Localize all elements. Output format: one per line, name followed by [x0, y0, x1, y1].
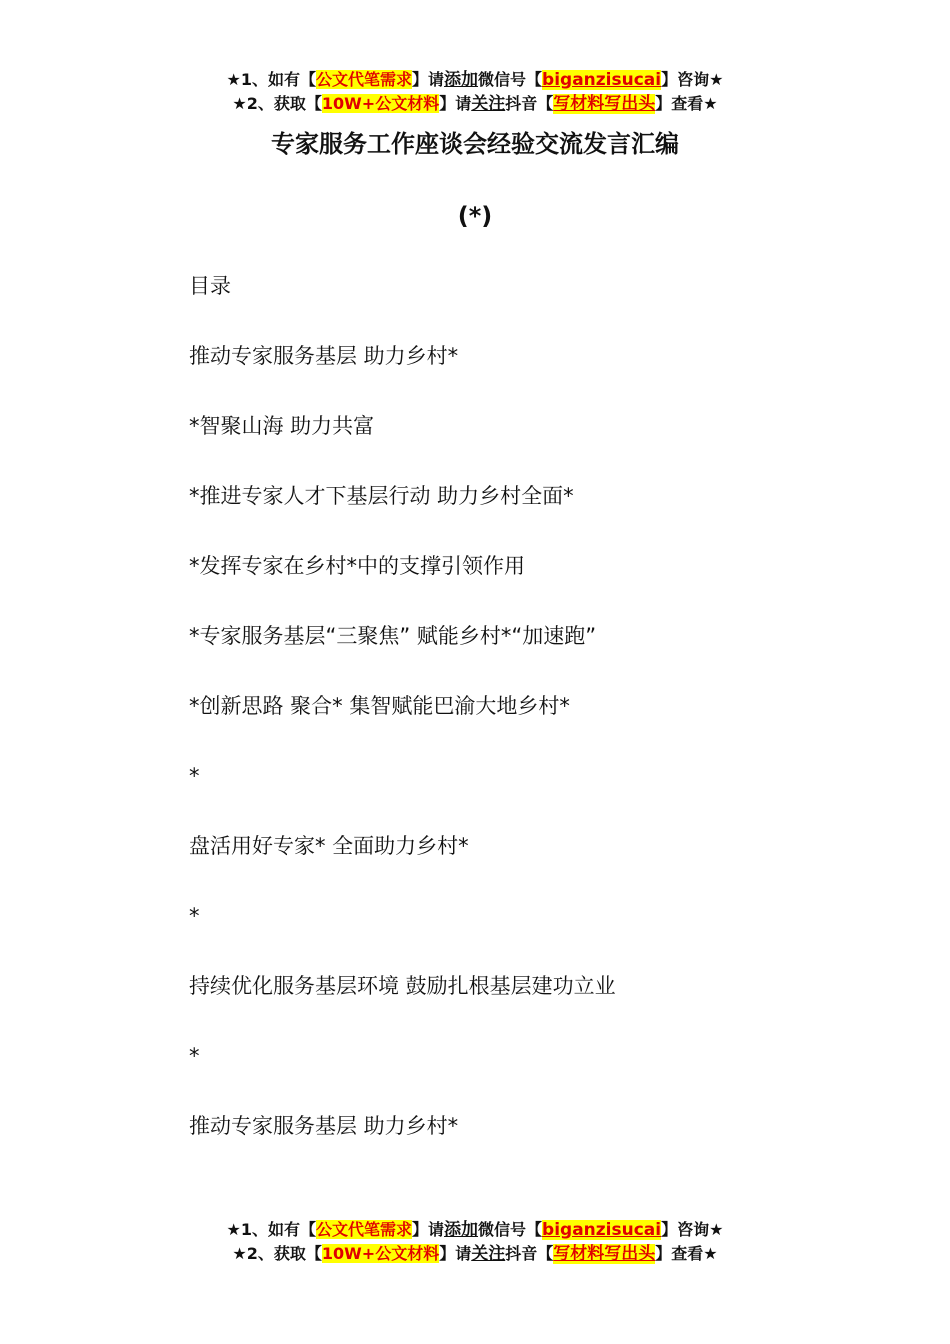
banner-text: ★2、获取【: [232, 1244, 322, 1263]
banner-text: 微信号【: [478, 70, 543, 89]
toc-item: *推进专家人才下基层行动 助力乡村全面*: [189, 484, 574, 508]
banner-wechat-id: biganzisucai: [542, 1220, 662, 1240]
banner-text: 微信号【: [478, 1220, 543, 1239]
banner-text: 】查看★: [655, 1244, 718, 1263]
banner-douyin-id: 写材料写出头: [553, 1244, 656, 1264]
banner-text: 抖音【: [505, 1244, 554, 1263]
banner-text: 】请: [412, 1220, 445, 1239]
toc-item: *智聚山海 助力共富: [189, 414, 375, 438]
toc-item: 推动专家服务基层 助力乡村*: [189, 1114, 459, 1138]
banner-text: ★1、如有【: [226, 70, 316, 89]
banner-text: 】请: [412, 70, 445, 89]
banner-text: ★2、获取【: [232, 94, 322, 113]
banner-wechat-id: biganzisucai: [542, 70, 662, 90]
banner-douyin-id: 写材料写出头: [553, 94, 656, 114]
toc-item: 推动专家服务基层 助力乡村*: [189, 344, 459, 368]
document-subtitle: (*): [457, 202, 493, 230]
banner-highlight: 10W+公文材料: [321, 1244, 440, 1263]
banner-text: 】查看★: [655, 94, 718, 113]
banner-text: 】咨询★: [661, 70, 724, 89]
document-title: 专家服务工作座谈会经验交流发言汇编: [271, 130, 679, 158]
banner-underline: 添加: [444, 70, 479, 90]
toc-item: *: [189, 764, 200, 788]
banner-line-2: [0, 1242, 950, 1266]
toc-item: *发挥专家在乡村*中的支撑引领作用: [189, 554, 525, 578]
banner-underline: 关注: [471, 1244, 506, 1264]
banner-line-2: [0, 92, 950, 116]
banner-highlight: 公文代笔需求: [316, 70, 413, 89]
banner-underline: 关注: [471, 94, 506, 114]
toc-item: 持续优化服务基层环境 鼓励扎根基层建功立业: [189, 974, 616, 998]
top-banner: [0, 68, 950, 116]
toc-item: 盘活用好专家* 全面助力乡村*: [189, 834, 469, 858]
banner-text: ★1、如有【: [226, 1220, 316, 1239]
banner-text: 抖音【: [505, 94, 554, 113]
banner-text: 】请: [439, 94, 472, 113]
banner-highlight: 10W+公文材料: [321, 94, 440, 113]
toc-item: *: [189, 1044, 200, 1068]
banner-line-1: [0, 68, 950, 92]
bottom-banner: [0, 1218, 950, 1266]
toc-item: *: [189, 904, 200, 928]
toc-heading: 目录: [189, 274, 231, 298]
banner-underline: 添加: [444, 1220, 479, 1240]
toc-item: *创新思路 聚合* 集智赋能巴渝大地乡村*: [189, 694, 570, 718]
banner-highlight: 公文代笔需求: [316, 1220, 413, 1239]
banner-text: 】咨询★: [661, 1220, 724, 1239]
banner-text: 】请: [439, 1244, 472, 1263]
toc-item: *专家服务基层“三聚焦” 赋能乡村*“加速跑”: [189, 624, 597, 648]
banner-line-1: [0, 1218, 950, 1242]
